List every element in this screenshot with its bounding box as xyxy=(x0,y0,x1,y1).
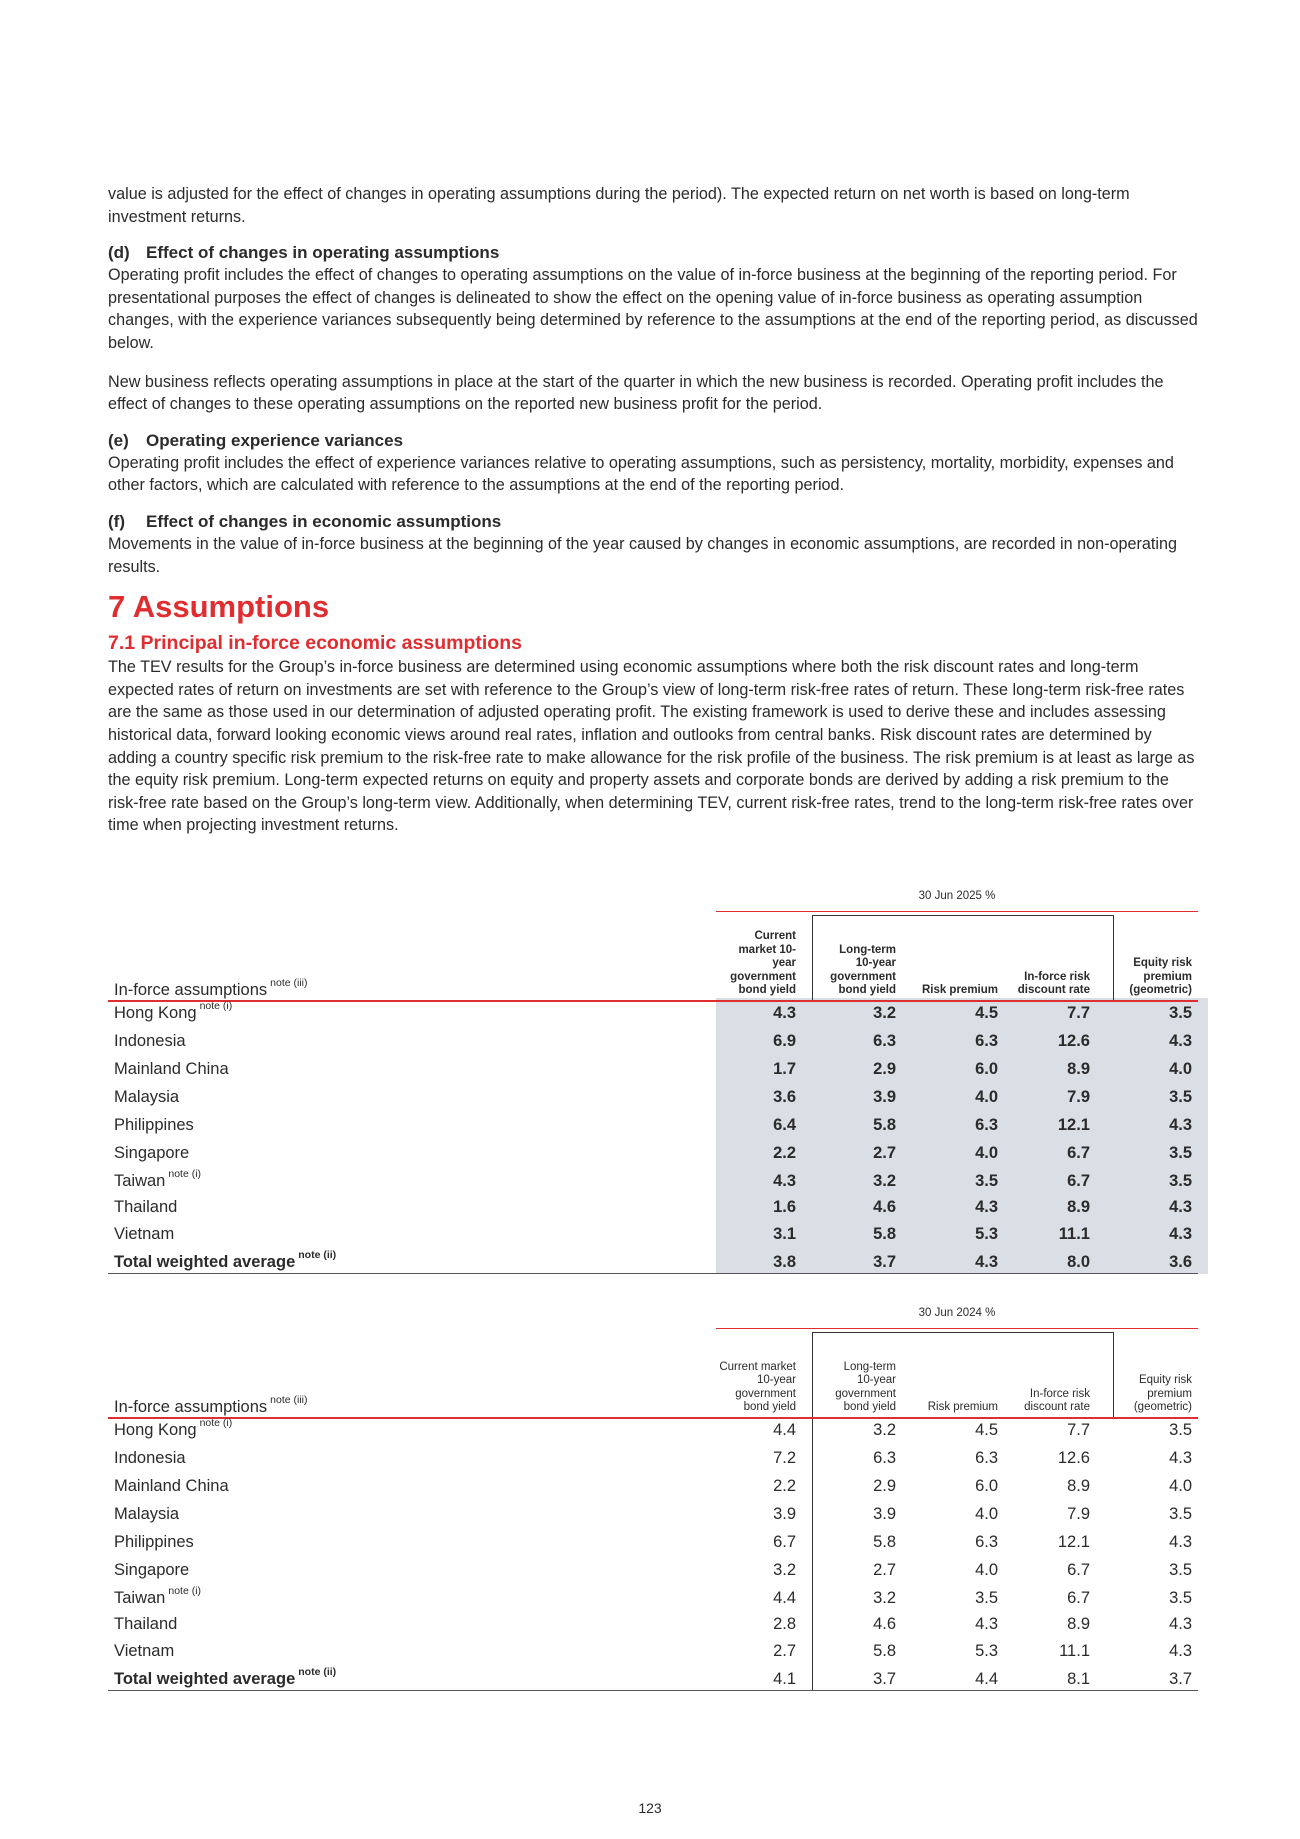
table-cell: 5.3 xyxy=(975,1225,998,1243)
table-cell: 3.5 xyxy=(1169,1144,1192,1162)
paragraph-e-1: Operating profit includes the effect of experience variances relative to operating assumptions, such as persistency, mortality, morbidity, expenses and other factors, which are calculated with reference to the assumptions at the end of the reporting period. xyxy=(108,453,1174,495)
table-cell: 3.5 xyxy=(975,1172,998,1190)
table-cell: 6.7 xyxy=(773,1533,796,1551)
table-cell: 4.3 xyxy=(1169,1449,1192,1467)
table-cell: 4.3 xyxy=(975,1253,998,1271)
table-row xyxy=(108,1112,1198,1140)
table-cell: 6.0 xyxy=(975,1060,998,1078)
col-header-longterm-yield xyxy=(835,1361,896,1415)
table-cell: 6.3 xyxy=(873,1032,896,1050)
period-rule xyxy=(716,911,1198,912)
row-label: Philippines xyxy=(114,1533,194,1551)
table-cell: 2.2 xyxy=(773,1144,796,1162)
table-cell: 8.9 xyxy=(1067,1060,1090,1078)
row-header-label: In-force assumptions $^{note (iii)}$ xyxy=(114,977,308,999)
table-cell: 3.5 xyxy=(1169,1421,1192,1439)
table-cell: 6.7 xyxy=(1067,1561,1090,1579)
table-cell: 4.3 xyxy=(975,1615,998,1633)
col-header-discount-rate xyxy=(1024,1388,1090,1415)
table-cell: 3.8 xyxy=(773,1253,796,1271)
table-cell: 4.3 xyxy=(1169,1116,1192,1134)
table-cell: 8.1 xyxy=(1067,1670,1090,1688)
table-cell: 1.6 xyxy=(773,1198,796,1216)
row-note: note (i) xyxy=(199,1417,233,1429)
col-header-line: In-force risk xyxy=(1029,1387,1090,1400)
table-body xyxy=(108,1000,1198,1277)
table-cell: 3.7 xyxy=(1169,1670,1192,1688)
table-cell: 4.3 xyxy=(773,1004,796,1022)
col-header-line: discount rate xyxy=(1024,1401,1090,1414)
table-cell: 4.4 xyxy=(773,1589,796,1607)
table-cell: 6.3 xyxy=(873,1449,896,1467)
row-label: Vietnam xyxy=(114,1642,175,1660)
table-cell: 3.2 xyxy=(773,1561,796,1579)
col-header-line: government xyxy=(835,1387,896,1400)
table-cell: 3.5 xyxy=(1169,1088,1192,1106)
period-rule xyxy=(716,1328,1198,1329)
table-cell: 7.7 xyxy=(1067,1421,1090,1439)
table-row xyxy=(108,1000,1198,1028)
table-cell: 4.3 xyxy=(1169,1225,1192,1243)
col-header-line: Long-term xyxy=(839,943,896,956)
table-cell: 4.4 xyxy=(773,1421,796,1439)
paragraph-d-1: Operating profit includes the effect of changes to operating assumptions on the value of in-force business at the beginning of the reporting period. For presentational purposes the effect of changes is delineated to show the effect on the opening value of in-force business as operating assumption changes, with the experience variances subsequently being determined by reference to the assumptions at the end of the reporting period, as discussed below. xyxy=(108,266,1198,352)
table-cell: 7.7 xyxy=(1067,1004,1090,1022)
col-header-current-yield xyxy=(730,930,796,998)
table-row xyxy=(108,1585,1198,1611)
table-cell: 6.7 xyxy=(1067,1172,1090,1190)
table-cell: 2.7 xyxy=(873,1561,896,1579)
table-cell: 3.5 xyxy=(975,1589,998,1607)
col-header-line: premium xyxy=(1143,970,1192,983)
table-cell: 6.3 xyxy=(975,1116,998,1134)
table-row xyxy=(108,1168,1198,1194)
table-cell: 7.2 xyxy=(773,1449,796,1467)
table-cell: 12.6 xyxy=(1057,1032,1090,1050)
row-label: Taiwan $^{note (i)}$ xyxy=(114,1585,202,1607)
col-header-current-yield xyxy=(719,1361,796,1415)
table-row xyxy=(108,1638,1198,1666)
table-cell: 6.7 xyxy=(1067,1144,1090,1162)
table-row xyxy=(108,1194,1198,1221)
table-cell: 3.5 xyxy=(1169,1004,1192,1022)
col-header-line: discount rate xyxy=(1017,984,1090,997)
table-cell: 4.0 xyxy=(1169,1477,1192,1495)
row-note: note (ii) xyxy=(298,1249,337,1261)
col-header-risk-premium xyxy=(922,984,998,998)
row-label: Thailand xyxy=(114,1198,178,1216)
assumptions-table-2025 xyxy=(108,890,1198,1274)
table-cell: 4.5 xyxy=(975,1421,998,1439)
table-header-row xyxy=(108,928,1198,1000)
table-cell: 5.3 xyxy=(975,1642,998,1660)
table-row xyxy=(108,1501,1198,1529)
row-note: note (i) xyxy=(199,1000,233,1012)
table-cell: 4.0 xyxy=(975,1561,998,1579)
paragraph-d-2: New business reflects operating assumptions in place at the start of the quarter in which the new business is recorded. Operating profit includes the effect of changes to these operating assumptions on the reported new business profit for the period. xyxy=(108,372,1164,414)
table-cell: 11.1 xyxy=(1058,1225,1090,1243)
table-cell: 4.3 xyxy=(1169,1615,1192,1633)
table-cell: 6.3 xyxy=(975,1449,998,1467)
row-label: Indonesia xyxy=(114,1032,186,1050)
assumptions-table-2024 xyxy=(108,1307,1198,1691)
text-block-top xyxy=(108,183,1198,837)
table-cell: 11.1 xyxy=(1059,1642,1090,1660)
row-label: Total weighted average $^{note (ii)}$ xyxy=(114,1249,337,1271)
table-cell: 3.5 xyxy=(1169,1589,1192,1607)
table-cell: 4.3 xyxy=(975,1198,998,1216)
table-cell: 3.2 xyxy=(873,1589,896,1607)
row-label: Hong Kong $^{note (i)}$ xyxy=(114,1417,233,1439)
table-row xyxy=(108,1084,1198,1112)
row-label: Hong Kong $^{note (i)}$ xyxy=(114,1000,233,1022)
table-cell: 6.0 xyxy=(975,1477,998,1495)
period-label: 30 Jun 2024 % xyxy=(918,1307,996,1319)
table-cell: 3.5 xyxy=(1169,1561,1192,1579)
table-cell: 1.7 xyxy=(773,1060,796,1078)
table-bottom-rule xyxy=(108,1690,1198,1691)
table-cell: 12.6 xyxy=(1057,1449,1090,1467)
period-label: 30 Jun 2025 % xyxy=(918,890,996,902)
table-cell: 4.3 xyxy=(773,1172,796,1190)
section-title: 7 Assumptions xyxy=(108,589,330,625)
table-cell: 4.0 xyxy=(975,1505,998,1523)
col-header-line: year xyxy=(772,957,796,970)
table-row xyxy=(108,1140,1198,1168)
col-header-discount-rate xyxy=(1018,971,1090,998)
col-header-line: Long-term xyxy=(843,1360,896,1373)
table-cell: 2.8 xyxy=(773,1615,796,1633)
row-label: Mainland China xyxy=(114,1060,229,1078)
table-cell: 4.3 xyxy=(1169,1198,1192,1216)
table-cell: 4.3 xyxy=(1169,1032,1192,1050)
row-note: note (i) xyxy=(168,1168,202,1180)
col-header-line: government xyxy=(730,970,796,983)
intro-paragraph: value is adjusted for the effect of changes in operating assumptions during the period). The expected return on net worth is based on long-term investment returns. xyxy=(108,185,1130,226)
table-cell: 4.5 xyxy=(975,1004,998,1022)
table-cell: 6.3 xyxy=(975,1533,998,1551)
table-cell: 3.9 xyxy=(873,1088,896,1106)
col-header-line: Equity risk xyxy=(1133,957,1192,970)
table-cell: 12.1 xyxy=(1057,1116,1090,1134)
table-row xyxy=(108,1557,1198,1585)
col-header-line: (geometric) xyxy=(1129,984,1192,997)
table-cell: 2.9 xyxy=(873,1060,896,1078)
table-cell: 4.0 xyxy=(1169,1060,1192,1078)
table-cell: 4.6 xyxy=(873,1198,896,1216)
table-cell: 6.7 xyxy=(1067,1589,1090,1607)
table-cell: 4.3 xyxy=(1169,1642,1192,1660)
row-label: Singapore xyxy=(114,1144,190,1162)
subsection-title: 7.1 Principal in-force economic assumptions xyxy=(108,632,522,655)
table-cell: 4.3 xyxy=(1169,1533,1192,1551)
table-cell: 3.7 xyxy=(873,1253,896,1271)
table-row xyxy=(108,1221,1198,1249)
col-header-line: bond yield xyxy=(843,1401,896,1414)
table-cell: 4.0 xyxy=(975,1088,998,1106)
col-header-line: government xyxy=(830,970,896,983)
table-cell: 3.9 xyxy=(773,1505,796,1523)
col-header-equity-premium xyxy=(1129,957,1192,998)
col-header-line: Current xyxy=(754,930,796,943)
table-cell: 2.9 xyxy=(873,1477,896,1495)
table-cell: 4.6 xyxy=(873,1615,896,1633)
table-row xyxy=(108,1529,1198,1557)
table-cell: 3.2 xyxy=(873,1004,896,1022)
col-header-line: premium xyxy=(1147,1387,1192,1400)
row-label: Vietnam xyxy=(114,1225,175,1243)
col-header-line: In-force risk xyxy=(1024,970,1090,983)
col-header-line: 10-year xyxy=(757,1374,796,1387)
subheading-e: (e) Operating experience variances xyxy=(108,430,404,450)
table-cell: 8.9 xyxy=(1067,1477,1090,1495)
subheading-d: (d) Effect of changes in operating assumptions xyxy=(108,243,500,263)
table-cell: 3.6 xyxy=(1169,1253,1192,1271)
table-cell: 6.9 xyxy=(773,1032,796,1050)
table-cell: 3.5 xyxy=(1169,1172,1192,1190)
table-cell: 3.9 xyxy=(873,1505,896,1523)
table-cell: 5.8 xyxy=(873,1116,896,1134)
col-header-line: 10-year xyxy=(857,1374,896,1387)
table-header-row xyxy=(108,1345,1198,1417)
table-cell: 3.5 xyxy=(1169,1505,1192,1523)
section-paragraph: The TEV results for the Group’s in-force business are determined using economic assumptions where both the risk discount rates and long-term expected rates of return on investments are set with reference to the Group’s view of long-term risk-free rates of return. These long-term risk-free rates are the same as those used in our determination of adjusted operating profit. The existing framework is used to derive these and includes assessing historical data, forward looking economic views around real rates, inflation and outlooks from central banks. Risk discount rates are determined by adding a country specific risk premium to the risk-free rate to make allowance for the risk profile of the business. The risk premium is at least as large as the equity risk premium. Long-term expected returns on equity and property assets and corporate bonds are derived by adding a risk premium to the risk-free rate based on the Group’s long-term view. Additionally, when determining TEV, current risk-free rates, trend to the long-term risk-free rates over time when projecting investment returns. xyxy=(108,658,1195,835)
col-header-line: Risk premium xyxy=(927,1401,998,1414)
table-cell: 2.7 xyxy=(873,1144,896,1162)
row-label: Singapore xyxy=(114,1561,190,1579)
table-row xyxy=(108,1417,1198,1445)
table-cell: 6.4 xyxy=(773,1116,796,1134)
table-cell: 4.0 xyxy=(975,1144,998,1162)
table-bottom-rule xyxy=(108,1273,1198,1274)
table-cell: 7.9 xyxy=(1067,1088,1090,1106)
col-header-line: (geometric) xyxy=(1133,1401,1192,1414)
table-row xyxy=(108,1445,1198,1473)
table-cell: 3.6 xyxy=(773,1088,796,1106)
table-cell: 6.3 xyxy=(975,1032,998,1050)
col-header-risk-premium xyxy=(928,1401,998,1415)
col-header-equity-premium xyxy=(1134,1374,1192,1415)
row-label: Malaysia xyxy=(114,1088,180,1106)
col-header-line: Current market xyxy=(719,1360,796,1373)
subheading-f: (f) Effect of changes in economic assumptions xyxy=(108,511,502,531)
row-note: note (ii) xyxy=(298,1666,337,1678)
col-header-line: Equity risk xyxy=(1138,1374,1192,1387)
row-label: Malaysia xyxy=(114,1505,180,1523)
table-cell: 8.0 xyxy=(1067,1253,1090,1271)
table-cell: 4.4 xyxy=(975,1670,998,1688)
col-header-line: Risk premium xyxy=(921,984,998,997)
row-header-label: In-force assumptions $^{note (iii)}$ xyxy=(114,1394,308,1416)
row-label: Total weighted average $^{note (ii)}$ xyxy=(114,1666,337,1688)
table-cell: 7.9 xyxy=(1067,1505,1090,1523)
col-header-line: 10-year xyxy=(855,957,896,970)
row-label: Mainland China xyxy=(114,1477,229,1495)
table-cell: 4.1 xyxy=(773,1670,796,1688)
paragraph-f-1: Movements in the value of in-force business at the beginning of the year caused by changes in economic assumptions, are recorded in non-operating results. xyxy=(108,534,1178,576)
col-header-longterm-yield xyxy=(830,944,896,998)
table-cell: 3.7 xyxy=(873,1670,896,1688)
table-cell: 12.1 xyxy=(1057,1533,1090,1551)
col-header-line: government xyxy=(735,1387,796,1400)
table-cell: 2.7 xyxy=(773,1642,796,1660)
table-cell: 3.2 xyxy=(873,1421,896,1439)
row-label: Thailand xyxy=(114,1615,178,1633)
table-row xyxy=(108,1056,1198,1084)
table-body xyxy=(108,1417,1198,1694)
table-row xyxy=(108,1028,1198,1056)
table-row xyxy=(108,1611,1198,1638)
col-header-line: bond yield xyxy=(838,984,896,997)
table-row xyxy=(108,1473,1198,1501)
table-cell: 5.8 xyxy=(873,1642,896,1660)
table-cell: 3.2 xyxy=(873,1172,896,1190)
row-label: Philippines xyxy=(114,1116,194,1134)
col-header-line: market 10- xyxy=(738,943,796,956)
table-cell: 8.9 xyxy=(1067,1198,1090,1216)
table-cell: 5.8 xyxy=(873,1225,896,1243)
table-cell: 3.1 xyxy=(773,1225,796,1243)
row-label: Indonesia xyxy=(114,1449,186,1467)
table-cell: 8.9 xyxy=(1067,1615,1090,1633)
col-header-line: bond yield xyxy=(738,984,796,997)
row-note: note (i) xyxy=(168,1585,202,1597)
row-label: Taiwan $^{note (i)}$ xyxy=(114,1168,202,1190)
page-number: 123 xyxy=(638,1800,662,1816)
table-cell: 5.8 xyxy=(873,1533,896,1551)
col-header-line: bond yield xyxy=(743,1401,796,1414)
table-cell: 2.2 xyxy=(773,1477,796,1495)
